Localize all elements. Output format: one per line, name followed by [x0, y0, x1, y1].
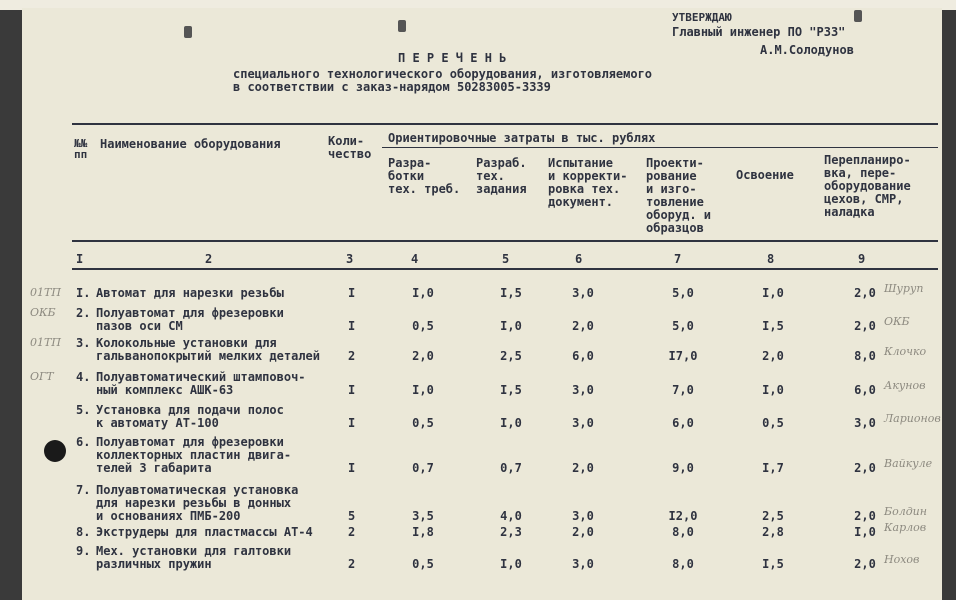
row-4-c7: 7,0 [672, 383, 694, 397]
row-4-c8: I,0 [762, 383, 784, 397]
costs-group-rule [382, 147, 938, 148]
row-6-c8: I,7 [762, 461, 784, 475]
colnum-3: 3 [346, 252, 354, 266]
row-2-note-right: ОКБ [884, 315, 910, 328]
colnum-1: I [76, 252, 84, 266]
header-num: №№ пп [74, 137, 88, 161]
header-c9: Перепланиро- вка, пере- оборудование цехов, СМР, наладка [824, 153, 911, 219]
row-8-c7: 8,0 [672, 525, 694, 539]
row-4-note-right: Акунов [884, 379, 926, 392]
row-6-qty: I [348, 461, 356, 475]
row-5-c9: 3,0 [854, 416, 876, 430]
row-7-num: 7. [76, 483, 91, 497]
row-9-c8: I,5 [762, 557, 784, 571]
row-2-c9: 2,0 [854, 319, 876, 333]
row-5-c7: 6,0 [672, 416, 694, 430]
row-9-c4: 0,5 [412, 557, 434, 571]
row-3-note-left: 01ТП [30, 336, 61, 349]
row-1-note-right: Шуруп [884, 282, 924, 295]
row-7-c4: 3,5 [412, 509, 434, 523]
row-5-c4: 0,5 [412, 416, 434, 430]
row-1-c5: I,5 [500, 286, 522, 300]
colnum-8: 8 [767, 252, 775, 266]
colnum-bottom-rule [72, 268, 938, 270]
colnum-9: 9 [858, 252, 866, 266]
row-2-c4: 0,5 [412, 319, 434, 333]
row-7-c9: 2,0 [854, 509, 876, 523]
row-7-c8: 2,5 [762, 509, 784, 523]
row-8-c6: 2,0 [572, 525, 594, 539]
row-1-c4: I,0 [412, 286, 434, 300]
row-4-c9: 6,0 [854, 383, 876, 397]
row-2-c7: 5,0 [672, 319, 694, 333]
row-1-c9: 2,0 [854, 286, 876, 300]
row-7-c5: 4,0 [500, 509, 522, 523]
row-4-qty: I [348, 383, 356, 397]
row-8-c5: 2,3 [500, 525, 522, 539]
row-1-note-left: 01ТП [30, 286, 61, 299]
row-6-name: Полуавтомат для фрезеровки коллекторных пластин двига- телей 3 габарита [96, 435, 292, 475]
row-9-note-right: Нохов [884, 553, 920, 566]
header-c7: Проекти- рование и изго- товление оборуд. и образцов [646, 156, 712, 235]
row-2-c8: I,5 [762, 319, 784, 333]
row-3-name: Колокольные установки для гальванопокрытий мелких деталей [96, 336, 320, 363]
row-1-c8: I,0 [762, 286, 784, 300]
row-5-c6: 3,0 [572, 416, 594, 430]
header-name: Наименование оборудования [100, 137, 281, 151]
row-9-name: Мех. установки для галтовки различных пружин [96, 544, 292, 571]
binder-pin [184, 26, 192, 38]
row-5-num: 5. [76, 403, 91, 417]
row-5-c5: I,0 [500, 416, 522, 430]
row-3-c4: 2,0 [412, 349, 434, 363]
row-5-qty: I [348, 416, 356, 430]
row-2-c6: 2,0 [572, 319, 594, 333]
header-c4: Разра- ботки тех. треб. [388, 156, 461, 196]
row-7-note-right: Болдин [884, 505, 928, 518]
row-1-name: Автомат для нарезки резьбы [96, 286, 284, 300]
row-8-note-right: Карлов [884, 521, 927, 534]
row-9-c7: 8,0 [672, 557, 694, 571]
row-4-name: Полуавтоматический штамповоч- ный комплекс АШК-63 [96, 370, 306, 397]
colnum-4: 4 [411, 252, 419, 266]
row-2-name: Полуавтомат для фрезеровки пазов оси СМ [96, 306, 284, 333]
row-6-c9: 2,0 [854, 461, 876, 475]
row-1-num: I. [76, 286, 91, 300]
punch-hole [44, 440, 66, 462]
header-qty: Коли- чество [328, 134, 372, 161]
row-3-c9: 8,0 [854, 349, 876, 363]
row-6-c6: 2,0 [572, 461, 594, 475]
row-8-c9: I,0 [854, 525, 876, 539]
row-9-num: 9. [76, 544, 91, 558]
row-2-c5: I,0 [500, 319, 522, 333]
row-3-c8: 2,0 [762, 349, 784, 363]
colnum-2: 2 [205, 252, 213, 266]
row-5-note-right: Ларионов [884, 412, 941, 425]
row-1-c7: 5,0 [672, 286, 694, 300]
row-9-c6: 3,0 [572, 557, 594, 571]
row-9-c5: I,0 [500, 557, 522, 571]
row-8-name: Экструдеры для пластмассы АТ-4 [96, 525, 313, 539]
row-9-c9: 2,0 [854, 557, 876, 571]
row-1-qty: I [348, 286, 356, 300]
row-8-c8: 2,8 [762, 525, 784, 539]
row-7-c7: I2,0 [668, 509, 698, 523]
colnum-5: 5 [502, 252, 510, 266]
header-bottom-rule [72, 240, 938, 242]
row-6-c5: 0,7 [500, 461, 522, 475]
row-8-qty: 2 [348, 525, 356, 539]
header-c8: Освоение [736, 168, 794, 182]
row-4-num: 4. [76, 370, 91, 384]
colnum-7: 7 [674, 252, 682, 266]
row-2-note-left: ОКБ [30, 306, 56, 319]
approval-line1: УТВЕРЖДАЮ [672, 11, 732, 24]
row-3-c7: I7,0 [668, 349, 698, 363]
approval-signature: А.М.Солодунов [760, 43, 854, 57]
binder-pin [398, 20, 406, 32]
table-top-rule [72, 123, 938, 125]
row-4-c4: I,0 [412, 383, 434, 397]
row-4-c6: 3,0 [572, 383, 594, 397]
row-8-c4: I,8 [412, 525, 434, 539]
row-2-qty: I [348, 319, 356, 333]
row-7-name: Полуавтоматическая установка для нарезки резьбы в донных и основаниях ПМБ-200 [96, 483, 299, 523]
row-6-note-right: Вайкуле [884, 457, 933, 470]
row-7-c6: 3,0 [572, 509, 594, 523]
row-8-num: 8. [76, 525, 91, 539]
row-9-qty: 2 [348, 557, 356, 571]
document-title: П Е Р Е Ч Е Н Ь [398, 51, 507, 65]
row-6-num: 6. [76, 435, 91, 449]
row-6-c7: 9,0 [672, 461, 694, 475]
approval-line2: Главный инженер ПО "РЗЗ" [672, 25, 846, 39]
colnum-6: 6 [575, 252, 583, 266]
row-3-note-right: Клочко [884, 345, 927, 358]
row-3-qty: 2 [348, 349, 356, 363]
row-2-num: 2. [76, 306, 91, 320]
header-costs-group: Ориентировочные затраты в тыс. рублях [388, 131, 656, 145]
subtitle-line1: специального технологического оборудования, изготовляемого [233, 67, 653, 81]
binder-pin [854, 10, 862, 22]
row-7-qty: 5 [348, 509, 356, 523]
row-3-num: 3. [76, 336, 91, 350]
row-6-c4: 0,7 [412, 461, 434, 475]
row-1-c6: 3,0 [572, 286, 594, 300]
row-3-c6: 6,0 [572, 349, 594, 363]
header-c5: Разраб. тех. задания [476, 156, 527, 196]
row-4-note-left: ОГТ [30, 370, 54, 383]
row-3-c5: 2,5 [500, 349, 522, 363]
header-c6: Испытание и корректи- ровка тех. документ. [548, 156, 628, 209]
row-5-c8: 0,5 [762, 416, 784, 430]
row-4-c5: I,5 [500, 383, 522, 397]
row-5-name: Установка для подачи полос к автомату АТ-100 [96, 403, 284, 430]
subtitle-line2: в соответствии с заказ-нарядом 50283005-3339 [233, 80, 551, 94]
